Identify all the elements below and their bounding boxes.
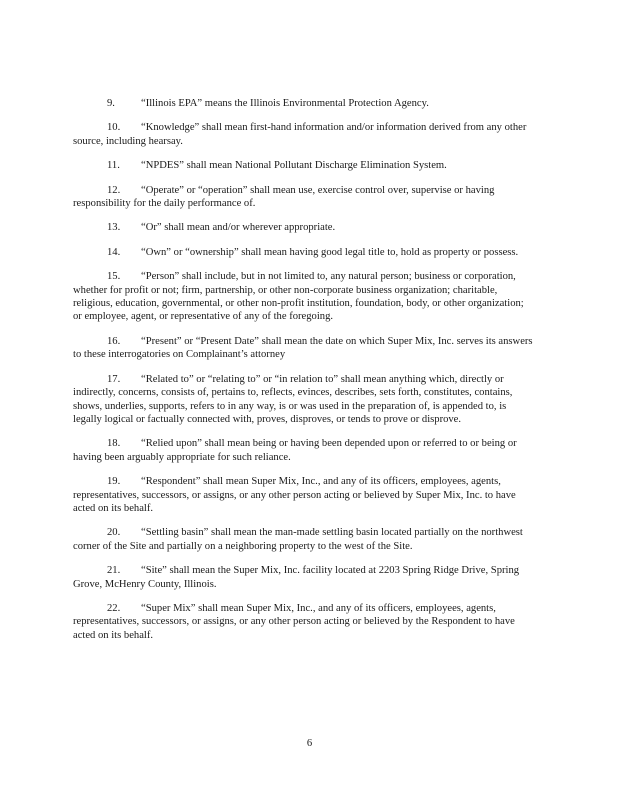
paragraph-number: 15. [107,271,121,283]
paragraph-number: 18. [107,438,121,450]
paragraph-number: 10. [107,122,121,134]
paragraph-text: “Knowledge” shall mean first-hand information and/or information derived from any other source, including hearsay. [73,122,527,147]
paragraph-number: 22. [107,602,121,614]
definition-paragraph [73,602,533,642]
paragraph-text: “Person” shall include, but in not limited to, any natural person; business or corporation, whether for profit or not; firm, partnership, or other non-corporate business organization; charitable, religious, education, governmental, or other non-profit institution, foundation, body, or other organization; or employee, agent, or representative of any of the foregoing. [73,271,524,323]
definition-paragraph [73,184,533,211]
paragraph-text: “Site” shall mean the Super Mix, Inc. facility located at 2203 Spring Ridge Drive, Spring Grove, McHenry County, Illinois. [73,565,520,590]
paragraph-number: 9. [107,98,115,109]
definition-paragraph [73,373,533,427]
definition-paragraph [73,159,533,172]
definition-paragraph [73,121,533,148]
definition-paragraph [73,335,533,362]
definition-paragraph [73,564,533,591]
definitions-list [73,97,533,653]
paragraph-text: “Or” shall mean and/or wherever appropriate. [141,222,336,234]
paragraph-number: 16. [107,335,121,347]
definition-paragraph [73,221,533,234]
paragraph-text: “Super Mix” shall mean Super Mix, Inc., and any of its officers, employees, agents, representatives, successors, or assigns, or any other person acting or believed by the Respondent to have acted on its behalf. [73,602,515,641]
paragraph-text: “Own” or “ownership” shall mean having good legal title to, hold as property or possess. [141,246,519,258]
paragraph-number: 17. [107,373,121,385]
paragraph-text: “NPDES” shall mean National Pollutant Discharge Elimination System. [141,160,447,172]
definition-paragraph [73,270,533,324]
page-number: 6 [306,738,313,749]
definition-paragraph [73,246,533,259]
paragraph-text: “Operate” or “operation” shall mean use, exercise control over, supervise or having responsibility for the daily performance of. [73,184,495,210]
paragraph-number: 13. [107,222,121,234]
paragraph-number: 19. [107,476,121,488]
paragraph-number: 21. [107,565,121,577]
paragraph-text: “Related to” or “relating to” or “in relation to” shall mean anything which, directly or indirectly, concerns, consists of, pertains to, reflects, evinces, describes, sets forth, constitutes, contains, shows, underlies, supports, refers to in any way, is or was used in the preparation of, is appended to, is legally logical or factually connected with, proves, disproves, or tends to prove or disprove. [73,373,513,425]
paragraph-text: “Relied upon” shall mean being or having been depended upon or referred to or being or having been arguably appropriate for such reliance. [73,438,517,463]
paragraph-text: “Settling basin” shall mean the man-made settling basin located partially on the northwest corner of the Site and partially on a neighboring property to the west of the Site. [73,527,523,552]
definition-paragraph [73,437,533,464]
paragraph-number: 14. [107,246,121,258]
paragraph-number: 11. [107,160,120,172]
paragraph-text: “Illinois EPA” means the Illinois Environmental Protection Agency. [141,98,429,109]
paragraph-text: “Present” or “Present Date” shall mean the date on which Super Mix, Inc. serves its answers to these interrogatories on Complainant’s attorney [73,335,533,361]
paragraph-number: 12. [107,184,121,196]
paragraph-number: 20. [107,527,121,539]
definition-paragraph [73,526,533,553]
definition-paragraph [73,475,533,515]
paragraph-text: “Respondent” shall mean Super Mix, Inc., and any of its officers, employees, agents, representatives, successors, or assigns, or any other person acting or believed by Super Mix, Inc. to have acted on its behalf. [73,476,516,514]
definition-paragraph [73,97,533,110]
